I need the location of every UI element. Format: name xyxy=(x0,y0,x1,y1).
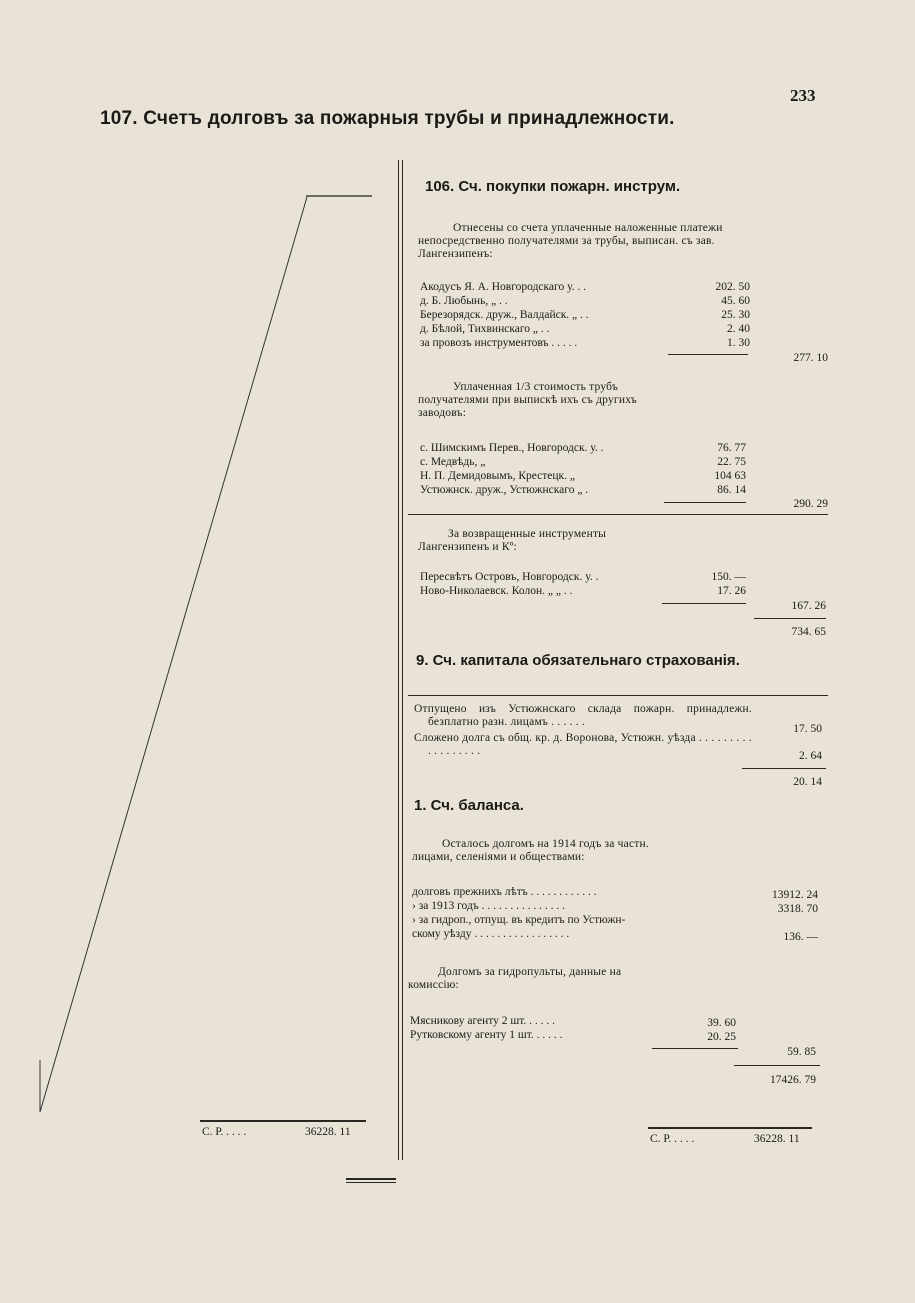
entry-label: Н. П. Демидовымъ, Крестецк. „ xyxy=(420,470,576,482)
heading-rule xyxy=(408,695,828,696)
entry-amount: 45. 60 xyxy=(721,295,750,307)
entry-amount: 39. 60 xyxy=(707,1017,736,1029)
entry-amount: 202. 50 xyxy=(715,281,750,293)
entry-label: Ново-Николаевск. Колон. „ „ . . xyxy=(420,585,573,597)
left-total-value: 36228. 11 xyxy=(305,1126,351,1138)
entry-amount: 76. 77 xyxy=(717,442,746,454)
bottom-ornament-rule xyxy=(346,1182,396,1183)
entry-label: Рутковскому агенту 1 шт. . . . . . xyxy=(410,1029,563,1041)
entry-amount: 20. 25 xyxy=(707,1031,736,1043)
entry-label: › за 1913 годъ . . . . . . . . . . . . . . . xyxy=(412,900,565,912)
entry-label: с. Медвѣдь, „ xyxy=(420,456,486,468)
section-9-amount1: 17. 50 xyxy=(793,723,822,735)
entry-amount: 13912. 24 xyxy=(772,889,818,901)
entry-label: д. Бѣлой, Тихвинскаго „ . . xyxy=(420,323,550,335)
entry-amount: 86. 14 xyxy=(717,484,746,496)
right-total-label: С. Р. . . . . xyxy=(650,1133,695,1145)
entry-label: скому уѣзду . . . . . . . . . . . . . . . . . xyxy=(412,928,570,940)
entry-label: Устюжнск. друж., Устюжнскаго „ . xyxy=(420,484,589,496)
entry-label: Пересвѣтъ Островъ, Новгородск. у. . xyxy=(420,571,599,583)
section-9-amount2: 2. 64 xyxy=(799,750,822,762)
entry-label: Березорядск. друж., Валдайск. „ . . xyxy=(420,309,589,321)
right-total-rule xyxy=(648,1127,812,1129)
section-106-intro: Отнесены со счета уплаченные наложенные платежи непосредственно получателями за трубы, выписан. съ зав. Лангензипенъ: xyxy=(418,222,723,260)
entry-label: с. Шимскимъ Перев., Новгородск. у. . xyxy=(420,442,604,454)
entry-amount: 1. 30 xyxy=(727,337,750,349)
section-total: 17426. 79 xyxy=(770,1074,816,1086)
total-rule xyxy=(754,618,826,619)
entry-label: долговъ прежнихъ лѣтъ . . . . . . . . . . . . xyxy=(412,886,597,898)
section-1-intro: Осталось долгомъ на 1914 годъ за частн. лицами, селеніями и обществами: xyxy=(412,838,649,863)
subtotal-amount: 59. 85 xyxy=(787,1046,816,1058)
entry-amount: 150. — xyxy=(711,571,746,583)
bottom-ornament-rule xyxy=(346,1178,396,1180)
section-9-line2: Сложено долга съ общ. кр. д. Воронова, Устюжн. уѣзда . . . . . . . . . . . . . . . . . . xyxy=(414,732,752,757)
section-106-heading: 106. Сч. покупки пожарн. инструм. xyxy=(425,178,681,195)
entry-amount: 22. 75 xyxy=(717,456,746,468)
subtotal-rule xyxy=(652,1048,738,1049)
section-106-intro3: За возвращенные инструменты Лангензипенъ и Кº: xyxy=(418,528,607,553)
left-total-rule xyxy=(200,1120,366,1122)
entry-label: Акодусъ Я. А. Новгородскаго у. . . xyxy=(420,281,587,293)
subtotal-rule xyxy=(668,354,748,355)
entry-label: за провозъ инструментовъ . . . . . xyxy=(420,337,578,349)
page-title: 107. Счетъ долговъ за пожарныя трубы и принадлежности. xyxy=(100,108,675,129)
subtotal-rule xyxy=(662,603,746,604)
subtotal-amount: 290. 29 xyxy=(793,498,828,510)
total-rule xyxy=(734,1065,820,1066)
entry-amount: 2. 40 xyxy=(727,323,750,335)
section-1-heading: 1. Сч. баланса. xyxy=(414,797,524,814)
subtotal-amount: 167. 26 xyxy=(791,600,826,612)
right-total-value: 36228. 11 xyxy=(754,1133,800,1145)
subtotal-rule xyxy=(664,502,746,503)
section-106-intro2: Уплаченная 1/3 стоимость трубъ получателями при выпискѣ ихъ съ другихъ заводовъ: xyxy=(418,381,637,419)
section-total: 20. 14 xyxy=(793,776,822,788)
page-number: 233 xyxy=(790,86,816,105)
entry-amount: 25. 30 xyxy=(721,309,750,321)
section-9-line1: Отпущено изъ Устюжнскаго склада пожарн. принадлежн. безплатно разн. лицамъ . . . . . . xyxy=(414,703,752,728)
section-1-intro2: Долгомъ за гидропульты, данные на комиссію: xyxy=(408,966,622,991)
column-divider xyxy=(398,160,399,1160)
entry-label: › за гидроп., отпущ. въ кредитъ по Устюжн- xyxy=(412,914,626,926)
entry-label: д. Б. Любынь, „ . . xyxy=(420,295,508,307)
total-rule xyxy=(742,768,826,769)
section-divider xyxy=(408,514,828,515)
left-total-label: С. Р. . . . . xyxy=(202,1126,247,1138)
entry-amount: 104 63 xyxy=(714,470,746,482)
subtotal-amount: 277. 10 xyxy=(793,352,828,364)
entry-amount: 17. 26 xyxy=(717,585,746,597)
column-divider xyxy=(402,160,403,1160)
section-9-heading: 9. Сч. капитала обязательнаго страхованія. xyxy=(416,652,740,669)
section-total: 734. 65 xyxy=(791,626,826,638)
entry-amount: 3318. 70 xyxy=(777,903,818,915)
entry-label: Мясникову агенту 2 шт. . . . . . xyxy=(410,1015,556,1027)
entry-amount: 136. — xyxy=(783,931,818,943)
